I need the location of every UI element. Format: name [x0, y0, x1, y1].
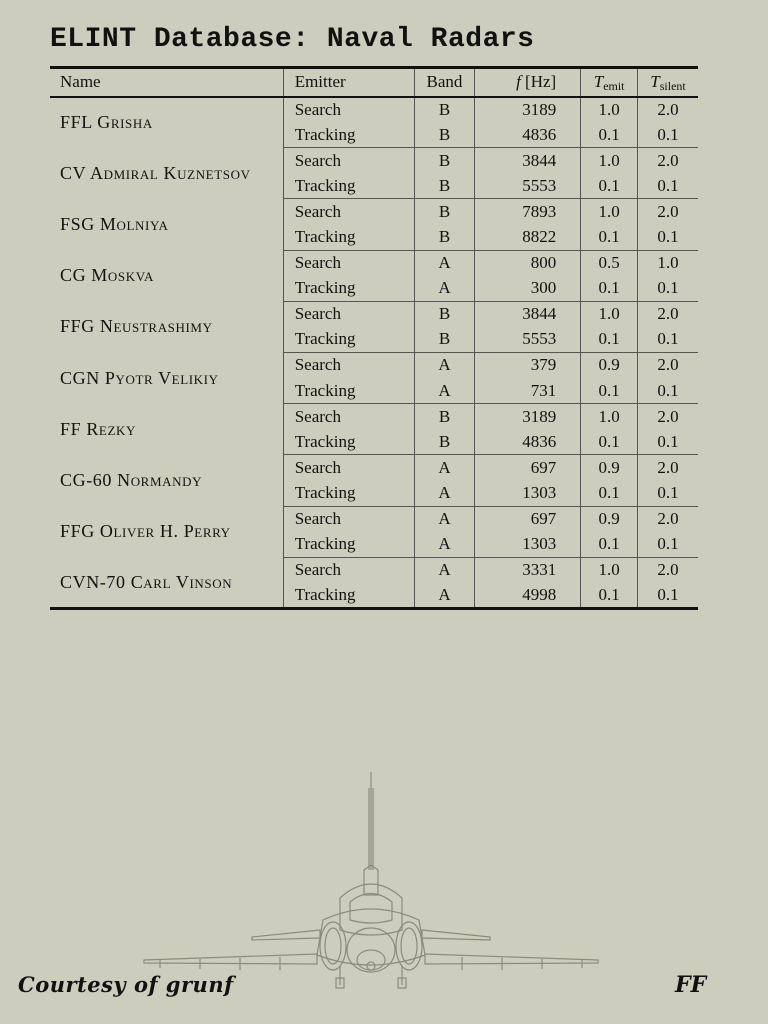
emitter-cell: Tracking: [283, 122, 414, 148]
frequency-cell: 7893: [475, 199, 581, 225]
t-emit-cell: 1.0: [581, 199, 638, 225]
band-cell: A: [414, 557, 474, 583]
t-silent-cell: 2.0: [638, 148, 698, 174]
ship-name: CVN-70 Carl Vinson: [50, 557, 283, 608]
frequency-cell: 800: [475, 250, 581, 276]
author-initials: FF: [675, 972, 707, 998]
t-silent-cell: 2.0: [638, 199, 698, 225]
radar-table: [50, 66, 698, 610]
t-silent-cell: 2.0: [638, 97, 698, 123]
band-cell: B: [414, 224, 474, 250]
t-emit-cell: 1.0: [581, 97, 638, 123]
t-silent-cell: 0.1: [638, 480, 698, 506]
t-emit-cell: 0.1: [581, 224, 638, 250]
emitter-cell: Tracking: [283, 173, 414, 199]
table-row-search: [50, 148, 698, 174]
t-silent-cell: 0.1: [638, 276, 698, 302]
band-cell: B: [414, 301, 474, 327]
t-silent-cell: 0.1: [638, 378, 698, 404]
t-silent-cell: 2.0: [638, 506, 698, 532]
t-silent-cell: 0.1: [638, 173, 698, 199]
header-name: Name: [50, 68, 283, 97]
emitter-cell: Search: [283, 352, 414, 378]
band-cell: A: [414, 378, 474, 404]
t-silent-cell: 0.1: [638, 532, 698, 558]
band-cell: B: [414, 97, 474, 123]
emitter-cell: Tracking: [283, 480, 414, 506]
emitter-cell: Tracking: [283, 224, 414, 250]
band-cell: B: [414, 199, 474, 225]
frequency-cell: 4836: [475, 429, 581, 455]
band-cell: A: [414, 480, 474, 506]
band-cell: A: [414, 276, 474, 302]
fighter-jet-front-view-icon: [140, 770, 604, 990]
t-silent-cell: 1.0: [638, 250, 698, 276]
t-silent-cell: 2.0: [638, 455, 698, 481]
t-emit-subscript: emit: [603, 79, 625, 94]
band-cell: A: [414, 532, 474, 558]
t-emit-cell: 1.0: [581, 148, 638, 174]
table-row-search: [50, 301, 698, 327]
band-cell: A: [414, 250, 474, 276]
frequency-cell: 5553: [475, 173, 581, 199]
t-emit-cell: 0.1: [581, 532, 638, 558]
emitter-cell: Search: [283, 97, 414, 123]
frequency-cell: 697: [475, 455, 581, 481]
frequency-cell: 5553: [475, 327, 581, 353]
t-silent-cell: 2.0: [638, 557, 698, 583]
emitter-cell: Search: [283, 148, 414, 174]
frequency-unit: [Hz]: [525, 72, 557, 92]
t-emit-cell: 0.5: [581, 250, 638, 276]
table-row-search: [50, 199, 698, 225]
t-silent-cell: 0.1: [638, 122, 698, 148]
t-silent-cell: 2.0: [638, 352, 698, 378]
credit-text: Courtesy of grunf: [18, 972, 234, 997]
emitter-cell: Search: [283, 557, 414, 583]
frequency-cell: 1303: [475, 480, 581, 506]
frequency-cell: 3844: [475, 301, 581, 327]
ship-name: CG-60 Normandy: [60, 469, 203, 490]
emitter-cell: Tracking: [283, 532, 414, 558]
t-emit-cell: 0.9: [581, 506, 638, 532]
header-t-silent: [638, 68, 698, 97]
frequency-cell: 697: [475, 506, 581, 532]
table-row-search: [50, 352, 698, 378]
t-emit-cell: 1.0: [581, 404, 638, 430]
table-row-search: [50, 455, 698, 481]
emitter-cell: Tracking: [283, 378, 414, 404]
band-cell: A: [414, 506, 474, 532]
t-emit-cell: 0.1: [581, 583, 638, 609]
frequency-cell: 300: [475, 276, 581, 302]
t-emit-cell: 1.0: [581, 301, 638, 327]
header-t-emit: [581, 68, 638, 97]
band-cell: A: [414, 352, 474, 378]
table-row-search: [50, 506, 698, 532]
ship-name: FFG Neustrashimy: [60, 316, 213, 337]
frequency-cell: 3844: [475, 148, 581, 174]
frequency-cell: 3331: [475, 557, 581, 583]
t-emit-cell: 0.1: [581, 378, 638, 404]
t-emit-cell: 0.1: [581, 327, 638, 353]
table-row-search: [50, 250, 698, 276]
emitter-cell: Tracking: [283, 327, 414, 353]
emitter-cell: Search: [283, 301, 414, 327]
emitter-cell: Search: [283, 199, 414, 225]
frequency-cell: 1303: [475, 532, 581, 558]
table-header: [50, 68, 698, 97]
t-emit-symbol: T: [593, 72, 604, 92]
band-cell: B: [414, 429, 474, 455]
header-emitter: Emitter: [283, 68, 414, 97]
table-row-search: [50, 404, 698, 430]
table-row-search: [50, 557, 698, 583]
frequency-cell: 731: [475, 378, 581, 404]
emitter-cell: Search: [283, 250, 414, 276]
band-cell: B: [414, 404, 474, 430]
t-emit-cell: 1.0: [581, 557, 638, 583]
emitter-cell: Search: [283, 455, 414, 481]
ship-name: CV Admiral Kuznetsov: [60, 162, 251, 183]
band-cell: B: [414, 148, 474, 174]
frequency-cell: 8822: [475, 224, 581, 250]
frequency-symbol: f: [516, 72, 521, 92]
t-silent-cell: 0.1: [638, 327, 698, 353]
band-cell: B: [414, 327, 474, 353]
ship-name: FF Rezky: [60, 418, 136, 439]
frequency-cell: 3189: [475, 97, 581, 123]
frequency-cell: 379: [475, 352, 581, 378]
t-silent-cell: 0.1: [638, 224, 698, 250]
header-frequency: [475, 68, 581, 97]
t-silent-symbol: T: [650, 72, 660, 92]
band-cell: A: [414, 583, 474, 609]
table-body: [50, 97, 698, 609]
t-emit-cell: 0.1: [581, 173, 638, 199]
t-emit-cell: 0.1: [581, 429, 638, 455]
header-row: [50, 68, 698, 97]
frequency-cell: 3189: [475, 404, 581, 430]
t-emit-cell: 0.9: [581, 352, 638, 378]
t-emit-cell: 0.9: [581, 455, 638, 481]
page-title: ELINT Database: Naval Radars: [50, 24, 535, 55]
emitter-cell: Tracking: [283, 429, 414, 455]
t-silent-cell: 0.1: [638, 429, 698, 455]
t-silent-cell: 2.0: [638, 404, 698, 430]
band-cell: B: [414, 122, 474, 148]
emitter-cell: Search: [283, 506, 414, 532]
t-silent-cell: 0.1: [638, 583, 698, 609]
table-row-search: [50, 97, 698, 123]
emitter-cell: Tracking: [283, 276, 414, 302]
t-emit-cell: 0.1: [581, 122, 638, 148]
frequency-cell: 4998: [475, 583, 581, 609]
ship-name: FSG Molniya: [60, 213, 169, 234]
ship-name: FFG Oliver H. Perry: [60, 521, 231, 542]
t-silent-subscript: silent: [659, 79, 686, 94]
ship-name: CG Moskva: [60, 265, 155, 286]
ship-name: FFL Grisha: [60, 112, 153, 133]
ship-name: CGN Pyotr Velikiy: [60, 367, 219, 388]
emitter-cell: Search: [283, 404, 414, 430]
header-band: Band: [414, 68, 474, 97]
band-cell: B: [414, 173, 474, 199]
emitter-cell: Tracking: [283, 583, 414, 609]
t-silent-cell: 2.0: [638, 301, 698, 327]
t-emit-cell: 0.1: [581, 276, 638, 302]
band-cell: A: [414, 455, 474, 481]
t-emit-cell: 0.1: [581, 480, 638, 506]
frequency-cell: 4836: [475, 122, 581, 148]
